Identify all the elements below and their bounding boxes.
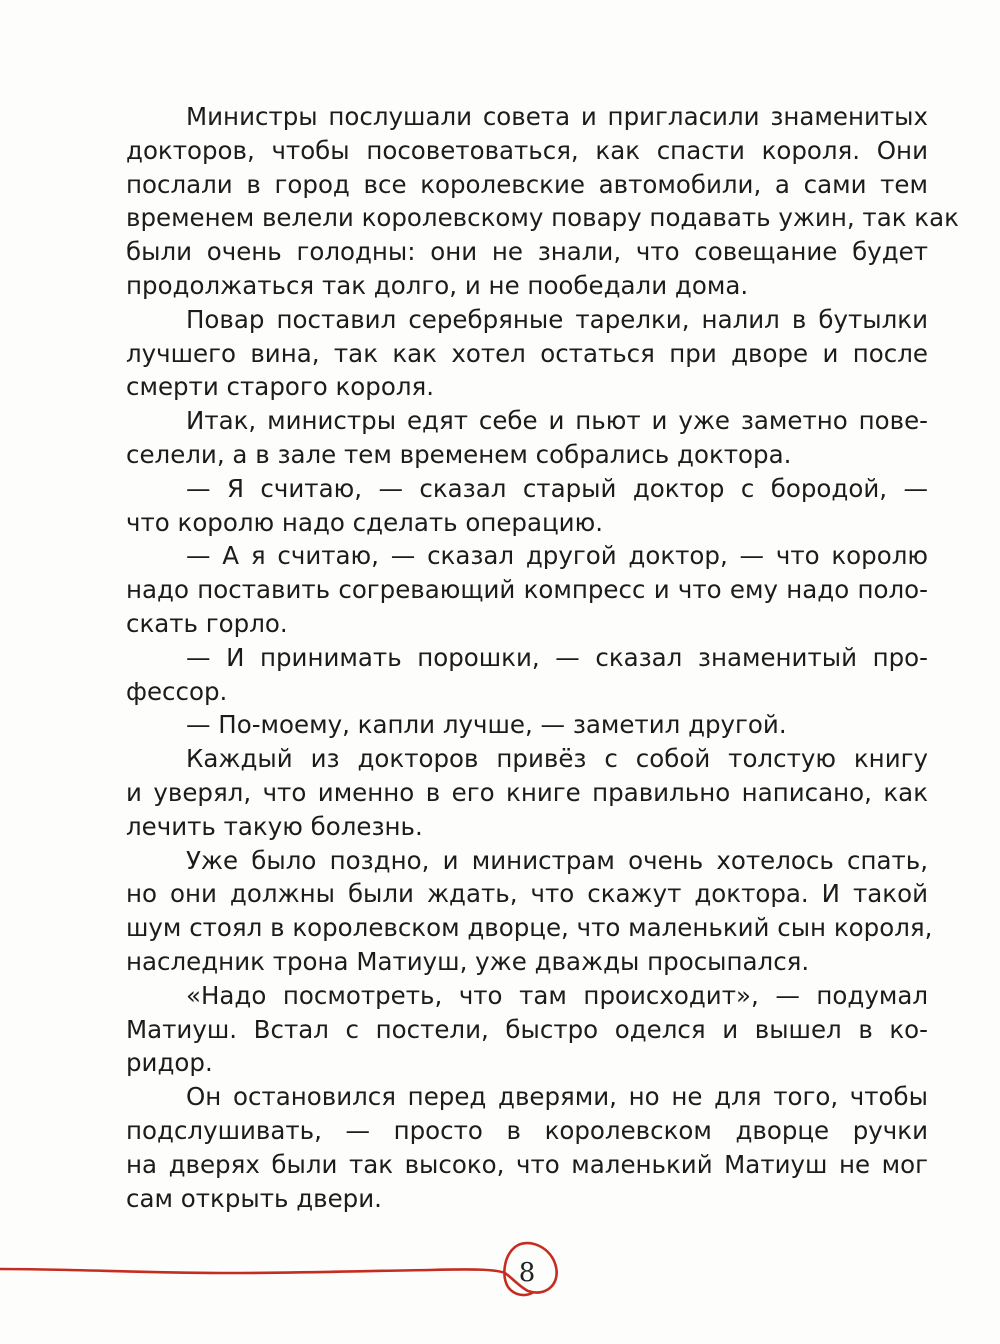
text-line: фессор.: [126, 676, 228, 706]
text-line: Повар поставил серебряные тарелки, налил в бутылки: [186, 304, 928, 334]
text-line: Матиуш. Встал с постели, быстро оделся и вышел в ко-: [126, 1014, 928, 1044]
text-line: «Надо посмотреть, что там происходит», — подумал: [186, 980, 928, 1010]
text-line: на дверях были так высоко, что маленький Матиуш не мог: [126, 1149, 928, 1179]
text-line: были очень голодны: они не знали, что совещание будет: [126, 237, 928, 267]
paragraph: [126, 844, 933, 979]
footer-thread-decoration: [0, 1225, 1000, 1315]
text-line: но они должны были ждать, что скажут доктора. И такой: [126, 879, 928, 909]
text-line: селели, а в зале тем временем собрались доктора.: [126, 439, 792, 469]
text-line: Каждый из докторов привёз с собой толстую книгу: [186, 744, 928, 774]
text-line: — Я считаю, — сказал старый доктор с бородой, —: [186, 473, 928, 503]
page-number: 8: [518, 1258, 536, 1288]
paragraph: [126, 742, 928, 843]
paragraph: [126, 539, 928, 640]
text-line: послали в город все королевские автомобили, а сами тем: [126, 169, 928, 199]
text-line: шум стоял в королевском дворце, что маленький сын короля,: [126, 913, 933, 943]
text-line: докторов, чтобы посоветоваться, как спасти короля. Они: [126, 135, 928, 165]
text-line: что королю надо сделать операцию.: [126, 507, 603, 537]
paragraph: [126, 303, 928, 404]
paragraph: [126, 472, 928, 540]
text-line: подслушивать, — просто в королевском дворце ручки: [126, 1115, 928, 1145]
paragraph: [126, 404, 928, 472]
text-line: сам открыть двери.: [126, 1183, 382, 1213]
text-line: скать горло.: [126, 608, 288, 638]
text-line: Уже было поздно, и министрам очень хотелось спать,: [186, 845, 928, 875]
text-line: продолжаться так долго, и не пообедали дома.: [126, 270, 749, 300]
text-line: лечить такую болезнь.: [126, 811, 423, 841]
paragraph: [126, 979, 928, 1080]
paragraph: [126, 1080, 928, 1215]
text-line: ридор.: [126, 1048, 213, 1078]
text-line: временем велели королевскому повару подавать ужин, так как: [126, 203, 959, 233]
paragraph: [126, 641, 928, 709]
text-line: Он остановился перед дверями, но не для того, чтобы: [186, 1082, 928, 1112]
text-line: и уверял, что именно в его книге правильно написано, как: [126, 777, 928, 807]
text-line: Итак, министры едят себе и пьют и уже заметно пове-: [186, 406, 928, 436]
text-line: — А я считаю, — сказал другой доктор, — что королю: [186, 541, 928, 571]
text-line: Министры послушали совета и пригласили знаменитых: [186, 102, 928, 131]
text-line: лучшего вина, так как хотел остаться при дворе и после: [126, 338, 928, 368]
paragraph: [126, 708, 928, 742]
paragraph: [126, 100, 959, 303]
text-line: надо поставить согревающий компресс и что ему надо поло-: [126, 575, 928, 605]
red-thread-line: [0, 1243, 557, 1295]
text-line: смерти старого короля.: [126, 372, 435, 402]
page-body: [126, 100, 959, 1215]
text-line: наследник трона Матиуш, уже дважды просыпался.: [126, 946, 810, 976]
text-line: — По-моему, капли лучше, — заметил другой.: [186, 710, 787, 740]
text-line: — И принимать порошки, — сказал знаменитый про-: [186, 642, 928, 672]
